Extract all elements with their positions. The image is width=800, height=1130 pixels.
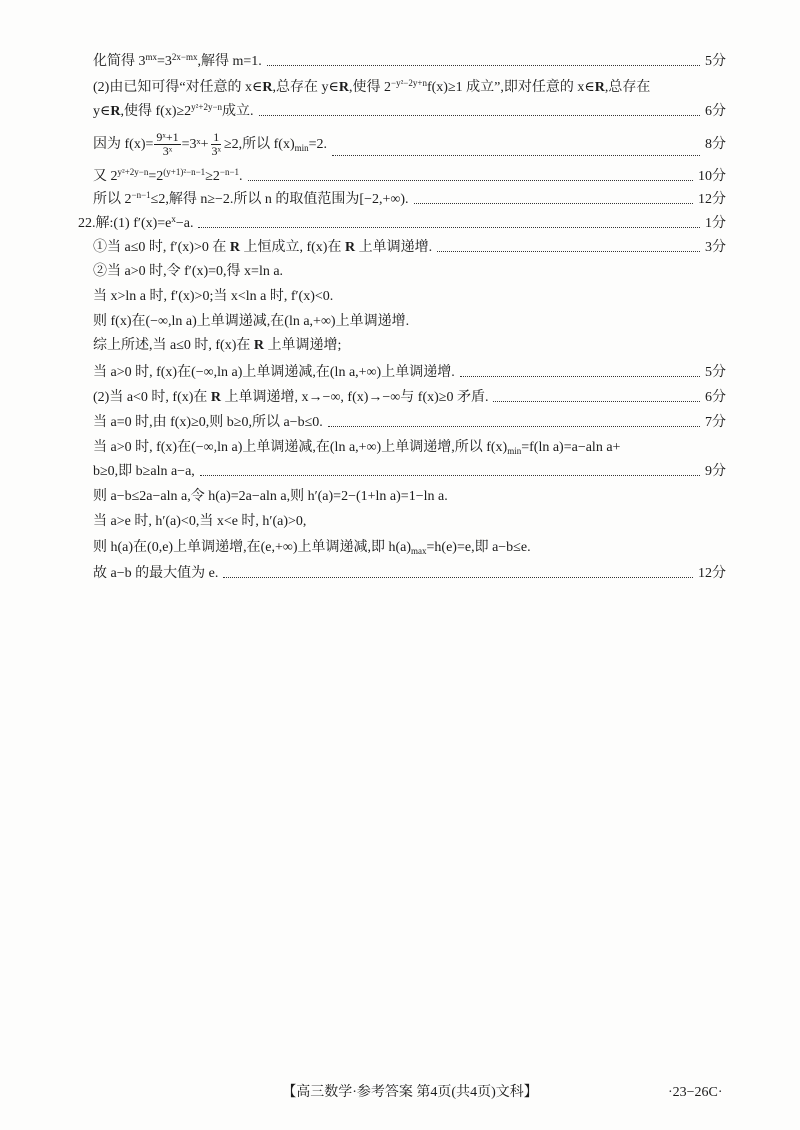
line-text bbox=[93, 512, 306, 532]
dot-leader bbox=[437, 251, 700, 252]
text-run: =3 bbox=[157, 54, 172, 69]
answer-line bbox=[93, 462, 726, 482]
subscript: min bbox=[507, 446, 522, 457]
text-run: 又 2 bbox=[93, 169, 118, 184]
score-points: 12分 bbox=[698, 192, 726, 207]
text-run: =2 bbox=[148, 169, 164, 184]
dot-leader bbox=[460, 376, 700, 377]
text-run: . bbox=[239, 169, 243, 184]
line-text bbox=[93, 167, 243, 187]
text-run: 成立. bbox=[222, 104, 254, 119]
text-run: ≥2 bbox=[205, 169, 220, 184]
bold-symbol: R bbox=[338, 80, 350, 95]
line-text bbox=[93, 262, 283, 282]
text-run: f(x)≥1 成立”,即对任意的 x∈ bbox=[426, 80, 595, 95]
line-text bbox=[93, 413, 323, 433]
answer-line bbox=[93, 102, 726, 122]
fraction bbox=[154, 131, 180, 158]
dot-leader bbox=[328, 426, 700, 427]
bold-symbol: R bbox=[344, 240, 356, 255]
dot-leader bbox=[248, 180, 693, 181]
text-run: 当 a>0 时, f(x)在(−∞,ln a)上单调递减,在(ln a,+∞)上单调递增,所以 f(x) bbox=[93, 440, 508, 455]
text-run: 因为 f(x)= bbox=[93, 137, 154, 152]
line-text bbox=[93, 336, 341, 356]
fraction bbox=[209, 131, 222, 158]
subscript: max bbox=[411, 546, 427, 557]
answer-line bbox=[93, 388, 726, 408]
dot-leader bbox=[493, 401, 700, 402]
text-run: 上单调递增, x→−∞, f(x)→−∞与 f(x)≥0 矛盾. bbox=[221, 390, 489, 405]
answer-line bbox=[93, 52, 726, 72]
line-text bbox=[93, 388, 488, 408]
text-run: 故 a−b 的最大值为 e. bbox=[93, 566, 219, 581]
text-run: 22.解:(1) f′(x)=e bbox=[78, 216, 172, 231]
text-run: 则 h(a)在(0,e)上单调递增,在(e,+∞)上单调递减,即 h(a) bbox=[93, 540, 412, 555]
text-run: ,使得 f(x)≥2 bbox=[120, 104, 192, 119]
answer-line bbox=[93, 312, 726, 332]
text-run: 当 a>e 时, h′(a)<0,当 x<e 时, h′(a)>0, bbox=[93, 514, 307, 529]
bold-symbol: R bbox=[594, 80, 605, 95]
score-points: 6分 bbox=[705, 104, 726, 119]
text-run: 上单调递增; bbox=[264, 338, 342, 353]
answer-line bbox=[93, 564, 726, 584]
score-points: 12分 bbox=[698, 566, 726, 581]
answer-line bbox=[93, 78, 726, 98]
text-run: ≥2,所以 f(x) bbox=[223, 137, 295, 152]
score-points: 5分 bbox=[705, 365, 726, 380]
text-run: ,总存在 bbox=[604, 80, 651, 95]
text-run: ,总存在 y∈ bbox=[272, 80, 339, 95]
superscript: x bbox=[171, 214, 176, 224]
footer-title: 【高三数学·参考答案 第4页(共4页)文科】 bbox=[282, 1085, 538, 1100]
text-run: 则 f(x)在(−∞,ln a)上单调递减,在(ln a,+∞)上单调递增. bbox=[93, 314, 410, 329]
text-run: ,使得 2 bbox=[349, 80, 392, 95]
line-text bbox=[93, 538, 531, 558]
text-run: 当 a>0 时, f(x)在(−∞,ln a)上单调递减,在(ln a,+∞)上单调递增. bbox=[93, 365, 455, 380]
line-text bbox=[93, 190, 409, 210]
answer-line bbox=[93, 128, 726, 162]
line-text bbox=[93, 238, 432, 258]
answer-line bbox=[93, 190, 726, 210]
answer-line bbox=[93, 512, 726, 532]
superscript: −n−1 bbox=[131, 190, 151, 200]
line-text bbox=[93, 128, 327, 162]
text-run: 当 a=0 时,由 f(x)≥0,则 b≥0,所以 a−b≤0. bbox=[93, 415, 323, 430]
text-run: y∈ bbox=[93, 104, 111, 119]
answer-line bbox=[93, 487, 726, 507]
line-text bbox=[93, 102, 254, 122]
line-text bbox=[93, 363, 455, 383]
answer-line bbox=[93, 363, 726, 383]
text-run: b≥0,即 b≥aln a−a, bbox=[93, 464, 195, 479]
fraction-numerator: 9ˣ+1 bbox=[156, 130, 179, 145]
answer-line bbox=[93, 262, 726, 282]
score-points: 5分 bbox=[705, 54, 726, 69]
text-run: ,解得 m=1. bbox=[197, 54, 262, 69]
superscript: −y²−2y+n bbox=[391, 78, 427, 88]
subscript: min bbox=[294, 143, 309, 154]
page-footer bbox=[0, 1083, 800, 1103]
line-text bbox=[78, 214, 193, 234]
superscript: mx bbox=[145, 52, 158, 62]
text-run: −a. bbox=[175, 216, 194, 231]
fraction-denominator: 3ˣ bbox=[162, 144, 173, 159]
text-run: ①当 a≤0 时, f′(x)>0 在 bbox=[93, 240, 230, 255]
score-points: 6分 bbox=[705, 390, 726, 405]
text-run: ②当 a>0 时,令 f′(x)=0,得 x=ln a. bbox=[93, 264, 284, 279]
dot-leader bbox=[414, 203, 693, 204]
footer-code: ·23−26C· bbox=[668, 1085, 723, 1100]
dot-leader bbox=[200, 475, 700, 476]
answer-line bbox=[93, 438, 726, 458]
bold-symbol: R bbox=[110, 104, 121, 119]
score-points: 8分 bbox=[705, 137, 726, 152]
line-text bbox=[93, 312, 409, 332]
text-run: 上恒成立, f(x)在 bbox=[239, 240, 345, 255]
bold-symbol: R bbox=[262, 80, 273, 95]
score-points: 1分 bbox=[705, 216, 726, 231]
answer-line bbox=[93, 167, 726, 187]
bold-symbol: R bbox=[210, 390, 222, 405]
score-points: 7分 bbox=[705, 415, 726, 430]
answer-line bbox=[93, 336, 726, 356]
superscript: y²+2y−n bbox=[191, 102, 223, 112]
dot-leader bbox=[267, 65, 700, 66]
line-text bbox=[93, 52, 262, 72]
text-run: (2)当 a<0 时, f(x)在 bbox=[93, 390, 211, 405]
text-run: =3ˣ+ bbox=[181, 137, 209, 152]
answer-line bbox=[93, 538, 726, 558]
text-run: ≤2,解得 n≥−2.所以 n 的取值范围为[−2,+∞). bbox=[150, 192, 409, 207]
text-run: (2)由已知可得“对任意的 x∈ bbox=[93, 80, 263, 95]
fraction-numerator: 1 bbox=[213, 130, 220, 145]
bold-symbol: R bbox=[253, 338, 265, 353]
text-run: 当 x>ln a 时, f′(x)>0;当 x<ln a 时, f′(x)<0. bbox=[93, 289, 334, 304]
answer-line bbox=[93, 287, 726, 307]
text-run: 化简得 3 bbox=[93, 54, 146, 69]
text-run: 所以 2 bbox=[93, 192, 132, 207]
superscript: −n−1 bbox=[219, 167, 240, 177]
dot-leader bbox=[259, 115, 700, 116]
line-text bbox=[93, 487, 448, 507]
text-run: =f(ln a)=a−aln a+ bbox=[521, 440, 621, 455]
superscript: y²+2y−n bbox=[117, 167, 149, 177]
text-run: =2. bbox=[308, 137, 328, 152]
line-text bbox=[93, 438, 620, 458]
line-text bbox=[93, 564, 218, 584]
dot-leader bbox=[223, 577, 693, 578]
score-points: 10分 bbox=[698, 169, 726, 184]
text-run: 综上所述,当 a≤0 时, f(x)在 bbox=[93, 338, 254, 353]
line-text bbox=[93, 462, 195, 482]
bold-symbol: R bbox=[229, 240, 240, 255]
answer-line bbox=[93, 413, 726, 433]
text-run: 则 a−b≤2a−aln a,令 h(a)=2a−aln a,则 h′(a)=2−(1+ln a)=1−ln a. bbox=[93, 489, 448, 504]
dot-leader bbox=[198, 227, 700, 228]
question-22-heading bbox=[78, 214, 726, 234]
fraction-denominator: 3ˣ bbox=[211, 144, 221, 159]
line-text bbox=[93, 78, 650, 98]
superscript: 2x−mx bbox=[171, 52, 198, 62]
answer-line bbox=[93, 238, 726, 258]
text-run: =h(e)=e,即 a−b≤e. bbox=[426, 540, 531, 555]
line-text bbox=[93, 287, 333, 307]
score-points: 3分 bbox=[705, 240, 726, 255]
score-points: 9分 bbox=[705, 464, 726, 479]
text-run: 上单调递增. bbox=[355, 240, 433, 255]
superscript: (y+1)²−n−1 bbox=[163, 167, 206, 177]
dot-leader bbox=[332, 155, 700, 156]
